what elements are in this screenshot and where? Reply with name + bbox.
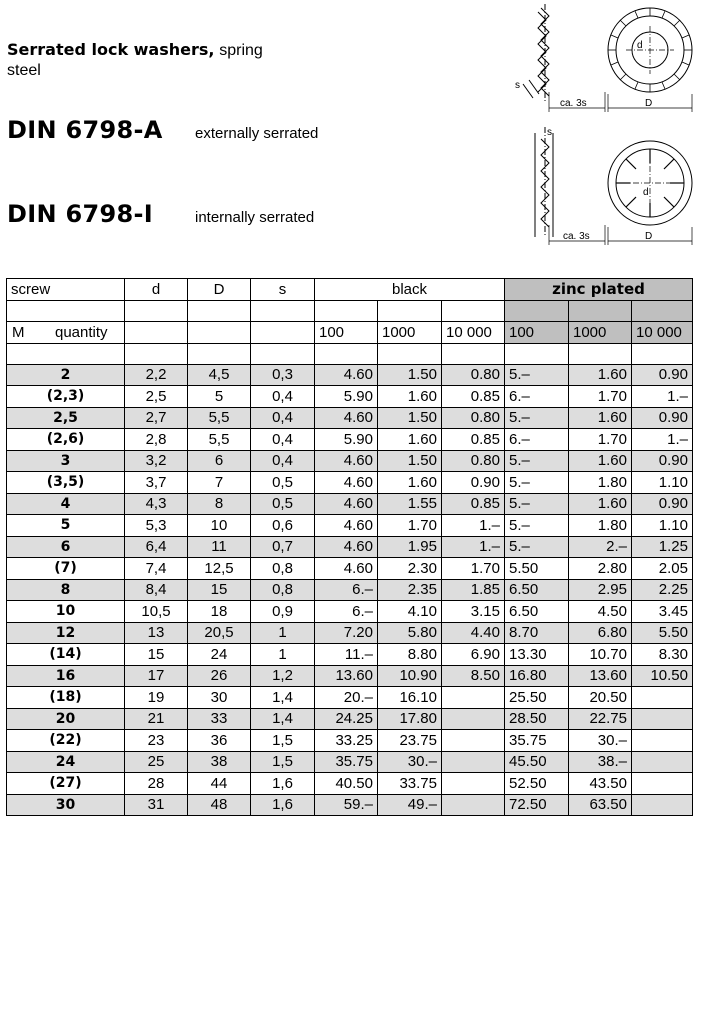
label-s: s: [515, 80, 520, 91]
cell-black-100: 5.90: [315, 386, 378, 408]
cell-black-10000: 6.90: [442, 644, 505, 666]
cell-black-100: 4.60: [315, 536, 378, 558]
cell-zinc-100: 5.–: [505, 515, 569, 537]
cell-zinc-1000: 22.75: [569, 708, 632, 730]
cell-zinc-10000: 5.50: [632, 622, 693, 644]
cell-inner-diameter: 8,4: [125, 579, 188, 601]
table-row: [7, 751, 693, 773]
cell-zinc-10000: [632, 730, 693, 752]
price-table: [6, 278, 693, 816]
cell-screw-size: 10: [7, 601, 125, 623]
cell-outer-diameter: 30: [188, 687, 251, 709]
label-d-i: d: [643, 187, 649, 198]
side-profile-internal: [535, 127, 605, 245]
cell-zinc-10000: [632, 687, 693, 709]
cell-outer-diameter: 12,5: [188, 558, 251, 580]
table-row: [7, 558, 693, 580]
cell-black-10000: [442, 794, 505, 816]
header-zinc-1000: 1000: [569, 322, 632, 344]
cell-thickness: 1,4: [251, 687, 315, 709]
cell-screw-size: (27): [7, 773, 125, 795]
table-row: [7, 493, 693, 515]
cell-outer-diameter: 4,5: [188, 364, 251, 386]
cell-black-1000: 1.95: [378, 536, 442, 558]
cell-zinc-10000: [632, 708, 693, 730]
front-view-internal: [608, 141, 692, 245]
cell-black-100: 7.20: [315, 622, 378, 644]
cell-inner-diameter: 28: [125, 773, 188, 795]
cell-zinc-100: 5.–: [505, 472, 569, 494]
cell-zinc-1000: 43.50: [569, 773, 632, 795]
cell-inner-diameter: 6,4: [125, 536, 188, 558]
cell-zinc-1000: 10.70: [569, 644, 632, 666]
cell-black-10000: [442, 687, 505, 709]
cell-black-100: 4.60: [315, 364, 378, 386]
cell-screw-size: 3: [7, 450, 125, 472]
standard-desc-a: externally serrated: [195, 125, 319, 142]
cell-zinc-10000: 1.25: [632, 536, 693, 558]
cell-outer-diameter: 5,5: [188, 407, 251, 429]
cell-outer-diameter: 5,5: [188, 429, 251, 451]
cell-outer-diameter: 24: [188, 644, 251, 666]
cell-black-10000: [442, 708, 505, 730]
cell-zinc-1000: 1.60: [569, 364, 632, 386]
internal-washer-drawing: [505, 125, 700, 245]
cell-thickness: 0,3: [251, 364, 315, 386]
cell-zinc-100: 16.80: [505, 665, 569, 687]
label-d-a: d: [637, 40, 643, 51]
header-zinc-100: 100: [505, 322, 569, 344]
header-quantity: quantity: [55, 324, 108, 341]
cell-zinc-10000: [632, 773, 693, 795]
header-black-10000: 10 000: [442, 322, 505, 344]
table-row: [7, 579, 693, 601]
cell-inner-diameter: 3,2: [125, 450, 188, 472]
label-D-a: D: [645, 98, 653, 109]
cell-zinc-10000: [632, 751, 693, 773]
cell-screw-size: 2: [7, 364, 125, 386]
cell-zinc-1000: 1.70: [569, 386, 632, 408]
cell-inner-diameter: 4,3: [125, 493, 188, 515]
cell-black-1000: 8.80: [378, 644, 442, 666]
cell-outer-diameter: 10: [188, 515, 251, 537]
title-light: spring: [219, 42, 263, 59]
cell-inner-diameter: 13: [125, 622, 188, 644]
cell-thickness: 0,4: [251, 450, 315, 472]
cell-inner-diameter: 2,2: [125, 364, 188, 386]
cell-black-10000: 1.85: [442, 579, 505, 601]
cell-black-1000: 5.80: [378, 622, 442, 644]
cell-thickness: 0,8: [251, 579, 315, 601]
cell-zinc-100: 25.50: [505, 687, 569, 709]
cell-black-100: 33.25: [315, 730, 378, 752]
cell-black-10000: 0.85: [442, 386, 505, 408]
cell-black-100: 13.60: [315, 665, 378, 687]
cell-black-10000: 0.80: [442, 364, 505, 386]
cell-outer-diameter: 44: [188, 773, 251, 795]
cell-inner-diameter: 31: [125, 794, 188, 816]
header-black: black: [315, 279, 505, 301]
cell-thickness: 0,5: [251, 493, 315, 515]
cell-inner-diameter: 25: [125, 751, 188, 773]
cell-black-10000: 0.85: [442, 429, 505, 451]
cell-inner-diameter: 7,4: [125, 558, 188, 580]
cell-black-10000: 1.–: [442, 515, 505, 537]
cell-screw-size: 24: [7, 751, 125, 773]
cell-zinc-100: 6.–: [505, 429, 569, 451]
table-row: [7, 730, 693, 752]
header-row-1: [7, 279, 693, 301]
table-row: [7, 450, 693, 472]
cell-zinc-1000: 1.60: [569, 450, 632, 472]
table-row: [7, 708, 693, 730]
cell-outer-diameter: 11: [188, 536, 251, 558]
cell-black-1000: 2.35: [378, 579, 442, 601]
cell-zinc-1000: 1.70: [569, 429, 632, 451]
cell-zinc-100: 72.50: [505, 794, 569, 816]
cell-zinc-1000: 13.60: [569, 665, 632, 687]
cell-black-10000: 0.80: [442, 407, 505, 429]
table-row: [7, 536, 693, 558]
cell-black-100: 4.60: [315, 493, 378, 515]
cell-inner-diameter: 15: [125, 644, 188, 666]
cell-thickness: 0,4: [251, 386, 315, 408]
label-ca3s: ca. 3s: [560, 98, 587, 109]
cell-zinc-10000: 2.25: [632, 579, 693, 601]
cell-thickness: 0,4: [251, 429, 315, 451]
cell-screw-size: 2,5: [7, 407, 125, 429]
cell-black-100: 20.–: [315, 687, 378, 709]
cell-screw-size: (3,5): [7, 472, 125, 494]
label-ca3s-i: ca. 3s: [563, 231, 590, 242]
spacer-row: [7, 343, 693, 364]
standard-code-i: DIN 6798-I: [7, 200, 153, 228]
cell-black-100: 4.60: [315, 450, 378, 472]
table-row: [7, 515, 693, 537]
cell-zinc-10000: 8.30: [632, 644, 693, 666]
cell-inner-diameter: 2,5: [125, 386, 188, 408]
cell-outer-diameter: 15: [188, 579, 251, 601]
title-line2: steel: [7, 62, 41, 79]
cell-zinc-10000: 0.90: [632, 493, 693, 515]
cell-thickness: 0,7: [251, 536, 315, 558]
cell-inner-diameter: 17: [125, 665, 188, 687]
cell-thickness: 1: [251, 644, 315, 666]
cell-thickness: 0,8: [251, 558, 315, 580]
cell-black-1000: 17.80: [378, 708, 442, 730]
cell-black-10000: 1.70: [442, 558, 505, 580]
cell-black-1000: 1.50: [378, 364, 442, 386]
cell-zinc-100: 45.50: [505, 751, 569, 773]
cell-inner-diameter: 2,7: [125, 407, 188, 429]
cell-black-100: 35.75: [315, 751, 378, 773]
cell-black-10000: 3.15: [442, 601, 505, 623]
cell-screw-size: (22): [7, 730, 125, 752]
cell-thickness: 1,5: [251, 751, 315, 773]
cell-screw-size: 20: [7, 708, 125, 730]
cell-thickness: 1,6: [251, 794, 315, 816]
cell-zinc-100: 5.–: [505, 450, 569, 472]
cell-screw-size: (2,6): [7, 429, 125, 451]
cell-zinc-10000: 0.90: [632, 450, 693, 472]
cell-zinc-100: 5.–: [505, 536, 569, 558]
cell-screw-size: (2,3): [7, 386, 125, 408]
table-row: [7, 644, 693, 666]
cell-zinc-100: 35.75: [505, 730, 569, 752]
table-row: [7, 665, 693, 687]
cell-inner-diameter: 3,7: [125, 472, 188, 494]
cell-black-1000: 1.55: [378, 493, 442, 515]
cell-black-100: 11.–: [315, 644, 378, 666]
cell-thickness: 1: [251, 622, 315, 644]
table-row: [7, 601, 693, 623]
cell-zinc-10000: 10.50: [632, 665, 693, 687]
cell-zinc-10000: 2.05: [632, 558, 693, 580]
cell-outer-diameter: 5: [188, 386, 251, 408]
page-title: [7, 40, 263, 60]
standard-desc-i: internally serrated: [195, 209, 315, 226]
cell-thickness: 0,6: [251, 515, 315, 537]
cell-screw-size: 8: [7, 579, 125, 601]
header-screw: screw: [7, 279, 125, 301]
cell-black-10000: 8.50: [442, 665, 505, 687]
cell-black-10000: 1.–: [442, 536, 505, 558]
cell-black-10000: [442, 730, 505, 752]
header-zinc-10000: 10 000: [632, 322, 693, 344]
cell-zinc-100: 6.50: [505, 579, 569, 601]
cell-zinc-10000: 0.90: [632, 407, 693, 429]
cell-screw-size: 12: [7, 622, 125, 644]
cell-black-1000: 4.10: [378, 601, 442, 623]
label-s-i: s: [547, 127, 552, 138]
cell-inner-diameter: 2,8: [125, 429, 188, 451]
cell-zinc-10000: 1.–: [632, 429, 693, 451]
cell-thickness: 0,4: [251, 407, 315, 429]
cell-black-1000: 10.90: [378, 665, 442, 687]
cell-outer-diameter: 26: [188, 665, 251, 687]
cell-zinc-10000: [632, 794, 693, 816]
cell-zinc-100: 52.50: [505, 773, 569, 795]
cell-zinc-1000: 1.80: [569, 515, 632, 537]
cell-zinc-10000: 1.10: [632, 472, 693, 494]
cell-outer-diameter: 48: [188, 794, 251, 816]
cell-outer-diameter: 38: [188, 751, 251, 773]
cell-black-100: 6.–: [315, 601, 378, 623]
external-washer-drawing: [505, 2, 700, 112]
cell-zinc-1000: 30.–: [569, 730, 632, 752]
table-row: [7, 773, 693, 795]
cell-zinc-1000: 38.–: [569, 751, 632, 773]
cell-black-1000: 33.75: [378, 773, 442, 795]
cell-zinc-100: 5.50: [505, 558, 569, 580]
cell-thickness: 1,6: [251, 773, 315, 795]
cell-black-100: 4.60: [315, 407, 378, 429]
cell-inner-diameter: 23: [125, 730, 188, 752]
label-D-i: D: [645, 231, 653, 242]
cell-zinc-1000: 2.95: [569, 579, 632, 601]
cell-outer-diameter: 36: [188, 730, 251, 752]
cell-zinc-100: 8.70: [505, 622, 569, 644]
cell-inner-diameter: 19: [125, 687, 188, 709]
cell-screw-size: (7): [7, 558, 125, 580]
table-row: [7, 429, 693, 451]
cell-black-1000: 1.70: [378, 515, 442, 537]
cell-inner-diameter: 21: [125, 708, 188, 730]
cell-black-1000: 1.60: [378, 472, 442, 494]
cell-black-10000: 0.80: [442, 450, 505, 472]
header-black-1000: 1000: [378, 322, 442, 344]
cell-outer-diameter: 6: [188, 450, 251, 472]
cell-inner-diameter: 5,3: [125, 515, 188, 537]
cell-zinc-1000: 1.60: [569, 407, 632, 429]
cell-thickness: 1,5: [251, 730, 315, 752]
cell-zinc-100: 13.30: [505, 644, 569, 666]
cell-screw-size: (14): [7, 644, 125, 666]
table-row: [7, 472, 693, 494]
cell-black-1000: 23.75: [378, 730, 442, 752]
cell-black-10000: 4.40: [442, 622, 505, 644]
header-s: s: [251, 279, 315, 301]
cell-zinc-100: 5.–: [505, 407, 569, 429]
cell-screw-size: 4: [7, 493, 125, 515]
cell-black-100: 6.–: [315, 579, 378, 601]
cell-black-100: 4.60: [315, 558, 378, 580]
cell-black-1000: 1.50: [378, 450, 442, 472]
cell-zinc-100: 6.50: [505, 601, 569, 623]
title-bold: Serrated lock washers,: [7, 40, 215, 59]
cell-zinc-10000: 3.45: [632, 601, 693, 623]
cell-black-100: 24.25: [315, 708, 378, 730]
standard-code-a: DIN 6798-A: [7, 116, 163, 144]
cell-inner-diameter: 10,5: [125, 601, 188, 623]
table-row: [7, 687, 693, 709]
cell-thickness: 1,4: [251, 708, 315, 730]
cell-black-100: 4.60: [315, 515, 378, 537]
cell-screw-size: (18): [7, 687, 125, 709]
cell-zinc-1000: 1.80: [569, 472, 632, 494]
cell-black-1000: 16.10: [378, 687, 442, 709]
cell-black-1000: 1.50: [378, 407, 442, 429]
cell-zinc-1000: 2.–: [569, 536, 632, 558]
cell-screw-size: 5: [7, 515, 125, 537]
header-zinc: zinc plated: [505, 279, 693, 301]
header-black-100: 100: [315, 322, 378, 344]
cell-black-1000: 49.–: [378, 794, 442, 816]
cell-zinc-10000: 1.–: [632, 386, 693, 408]
cell-zinc-10000: 0.90: [632, 364, 693, 386]
cell-outer-diameter: 33: [188, 708, 251, 730]
header-row-2: [7, 300, 693, 322]
table-row: [7, 364, 693, 386]
header-row-3: [7, 322, 693, 344]
cell-outer-diameter: 18: [188, 601, 251, 623]
cell-zinc-1000: 2.80: [569, 558, 632, 580]
cell-zinc-100: 5.–: [505, 493, 569, 515]
front-view-external: [608, 8, 692, 112]
cell-black-100: 4.60: [315, 472, 378, 494]
cell-screw-size: 30: [7, 794, 125, 816]
cell-black-100: 5.90: [315, 429, 378, 451]
cell-zinc-10000: 1.10: [632, 515, 693, 537]
cell-black-1000: 30.–: [378, 751, 442, 773]
cell-outer-diameter: 20,5: [188, 622, 251, 644]
cell-outer-diameter: 7: [188, 472, 251, 494]
cell-zinc-100: 28.50: [505, 708, 569, 730]
cell-black-100: 40.50: [315, 773, 378, 795]
cell-black-10000: [442, 751, 505, 773]
cell-zinc-1000: 20.50: [569, 687, 632, 709]
header-D: D: [188, 279, 251, 301]
cell-black-100: 59.–: [315, 794, 378, 816]
cell-screw-size: 6: [7, 536, 125, 558]
cell-thickness: 1,2: [251, 665, 315, 687]
cell-black-10000: [442, 773, 505, 795]
header-d: d: [125, 279, 188, 301]
header-m-quantity: [7, 322, 125, 344]
cell-screw-size: 16: [7, 665, 125, 687]
header-M: M: [12, 324, 25, 341]
side-profile-external: [523, 4, 605, 112]
cell-zinc-1000: 1.60: [569, 493, 632, 515]
cell-zinc-1000: 4.50: [569, 601, 632, 623]
cell-zinc-100: 6.–: [505, 386, 569, 408]
cell-thickness: 0,5: [251, 472, 315, 494]
cell-black-1000: 2.30: [378, 558, 442, 580]
cell-thickness: 0,9: [251, 601, 315, 623]
table-row: [7, 794, 693, 816]
cell-zinc-1000: 6.80: [569, 622, 632, 644]
cell-black-10000: 0.90: [442, 472, 505, 494]
cell-black-1000: 1.60: [378, 429, 442, 451]
cell-black-1000: 1.60: [378, 386, 442, 408]
table-row: [7, 386, 693, 408]
table-row: [7, 407, 693, 429]
cell-black-10000: 0.85: [442, 493, 505, 515]
cell-outer-diameter: 8: [188, 493, 251, 515]
cell-zinc-100: 5.–: [505, 364, 569, 386]
cell-zinc-1000: 63.50: [569, 794, 632, 816]
table-row: [7, 622, 693, 644]
